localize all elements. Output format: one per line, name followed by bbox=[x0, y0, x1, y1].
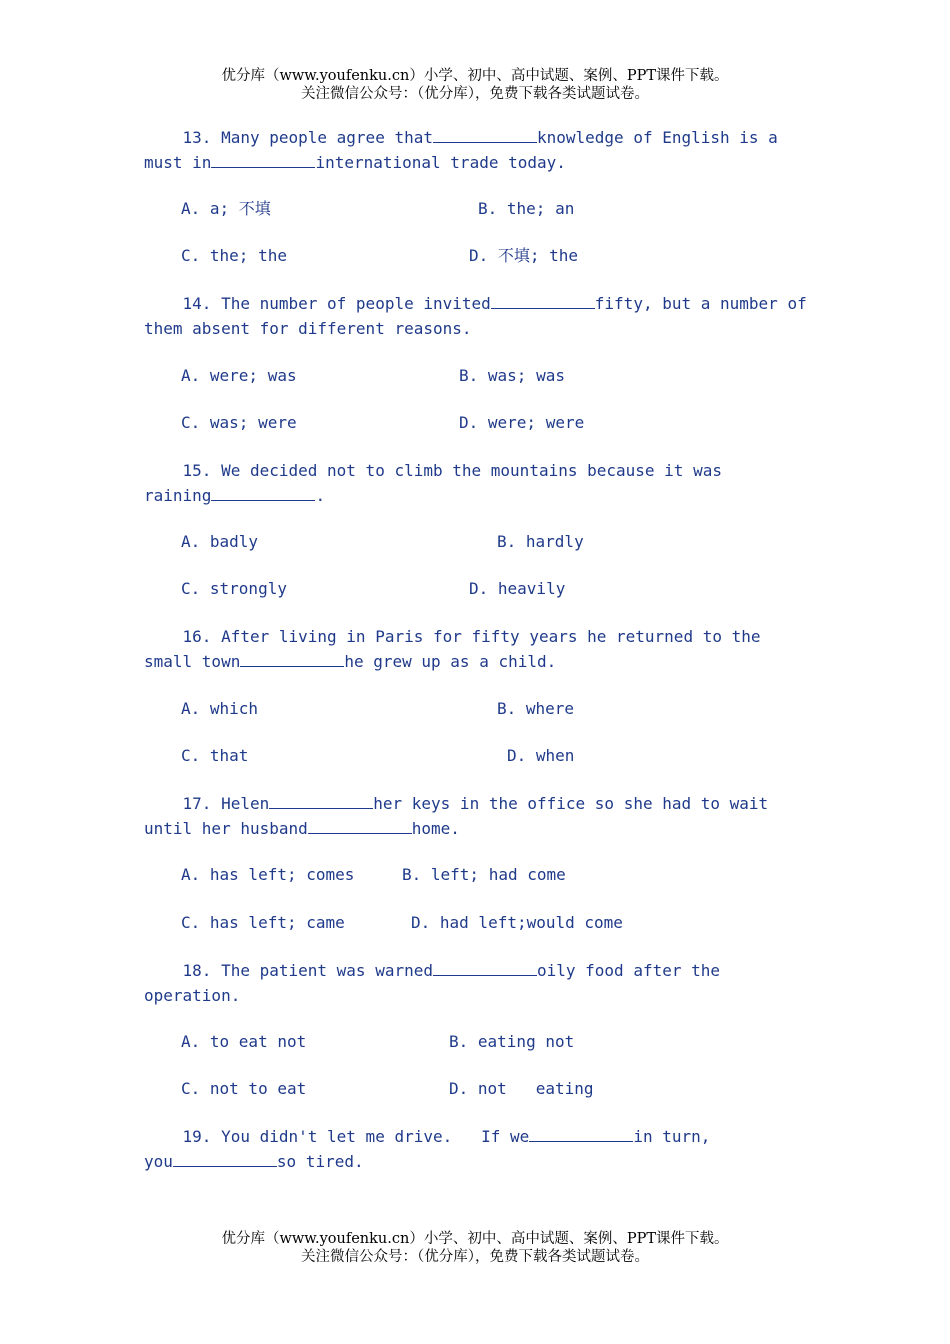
question-16-option-d: D. when bbox=[507, 746, 575, 765]
stem-text: raining bbox=[144, 486, 212, 505]
answer-blank bbox=[308, 818, 412, 834]
question-15-stem bbox=[144, 458, 804, 508]
stem-text: 17. Helen bbox=[182, 794, 270, 813]
question-13-option-a: A. a; 不填 bbox=[181, 199, 271, 218]
question-14-stem bbox=[144, 291, 807, 341]
question-17-option-b: B. left; had come bbox=[402, 865, 566, 884]
stem-text: you bbox=[144, 1152, 173, 1171]
answer-blank bbox=[211, 152, 315, 168]
answer-blank bbox=[491, 293, 595, 309]
stem-text: until her husband bbox=[144, 819, 308, 838]
stem-text: . bbox=[315, 486, 326, 505]
question-18-option-a: A. to eat not bbox=[181, 1032, 307, 1051]
stem-text: her keys in the office so she had to wait bbox=[373, 794, 769, 813]
answer-blank bbox=[433, 127, 537, 143]
question-15-option-a: A. badly bbox=[181, 532, 259, 551]
question-17-option-d: D. had left;would come bbox=[411, 913, 623, 932]
stem-text: home. bbox=[411, 819, 460, 838]
stem-text: 19. You didn't let me drive. If we bbox=[182, 1127, 530, 1146]
stem-text: 15. We decided not to climb the mountains because it was bbox=[182, 461, 722, 480]
question-13-option-d: D. 不填; the bbox=[469, 246, 579, 265]
stem-text: must in bbox=[144, 153, 212, 172]
header-line-2: 关注微信公众号：（优分库），免费下载各类试题试卷。 bbox=[301, 86, 649, 102]
question-13-stem bbox=[144, 125, 804, 175]
question-18-option-c: C. not to eat bbox=[181, 1079, 307, 1098]
question-18-option-d: D. not eating bbox=[449, 1079, 594, 1098]
stem-text: 14. The number of people invited bbox=[182, 294, 491, 313]
question-18-option-b: B. eating not bbox=[449, 1032, 575, 1051]
stem-text: international trade today. bbox=[315, 153, 566, 172]
page-footer bbox=[0, 1230, 950, 1266]
question-16-stem bbox=[144, 624, 804, 674]
answer-blank bbox=[269, 793, 373, 809]
answer-blank bbox=[173, 1151, 277, 1167]
question-17-stem bbox=[144, 791, 804, 841]
answer-blank bbox=[433, 960, 537, 976]
stem-text: 18. The patient was warned bbox=[182, 961, 433, 980]
question-16-option-c: C. that bbox=[181, 746, 249, 765]
answer-blank bbox=[211, 485, 315, 501]
stem-text: small town bbox=[144, 652, 241, 671]
question-14-option-b: B. was; was bbox=[459, 366, 565, 385]
footer-line-1: 优分库（www.youfenku.cn）小学、初中、高中试题、案例、PPT课件下载。 bbox=[221, 1231, 729, 1247]
stem-text: he grew up as a child. bbox=[344, 652, 557, 671]
stem-text: 13. Many people agree that bbox=[182, 128, 433, 147]
question-15-option-d: D. heavily bbox=[469, 579, 566, 598]
question-17-option-a: A. has left; comes bbox=[181, 865, 355, 884]
stem-text: operation. bbox=[144, 986, 241, 1005]
stem-text: oily food after the bbox=[536, 961, 721, 980]
question-13-option-b: B. the; an bbox=[478, 199, 575, 218]
header-line-1: 优分库（www.youfenku.cn）小学、初中、高中试题、案例、PPT课件下载。 bbox=[221, 68, 729, 84]
question-17-option-c: C. has left; came bbox=[181, 913, 345, 932]
answer-blank bbox=[529, 1126, 633, 1142]
question-16-option-a: A. which bbox=[181, 699, 259, 718]
question-16-option-b: B. where bbox=[497, 699, 575, 718]
page-header bbox=[0, 67, 950, 103]
question-15-option-c: C. strongly bbox=[181, 579, 287, 598]
question-14-option-a: A. were; was bbox=[181, 366, 297, 385]
question-14-option-d: D. were; were bbox=[459, 413, 585, 432]
question-13-option-c: C. the; the bbox=[181, 246, 287, 265]
question-19-stem bbox=[144, 1124, 804, 1174]
footer-line-2: 关注微信公众号：（优分库），免费下载各类试题试卷。 bbox=[301, 1249, 649, 1265]
stem-text: them absent for different reasons. bbox=[144, 319, 472, 338]
question-18-stem bbox=[144, 958, 804, 1008]
stem-text: 16. After living in Paris for fifty years he returned to the bbox=[182, 627, 761, 646]
question-15-option-b: B. hardly bbox=[497, 532, 584, 551]
stem-text: fifty, but a number of bbox=[594, 294, 807, 313]
question-14-option-c: C. was; were bbox=[181, 413, 297, 432]
stem-text: knowledge of English is a bbox=[536, 128, 778, 147]
answer-blank bbox=[240, 651, 344, 667]
stem-text: in turn, bbox=[633, 1127, 711, 1146]
stem-text: so tired. bbox=[276, 1152, 364, 1171]
